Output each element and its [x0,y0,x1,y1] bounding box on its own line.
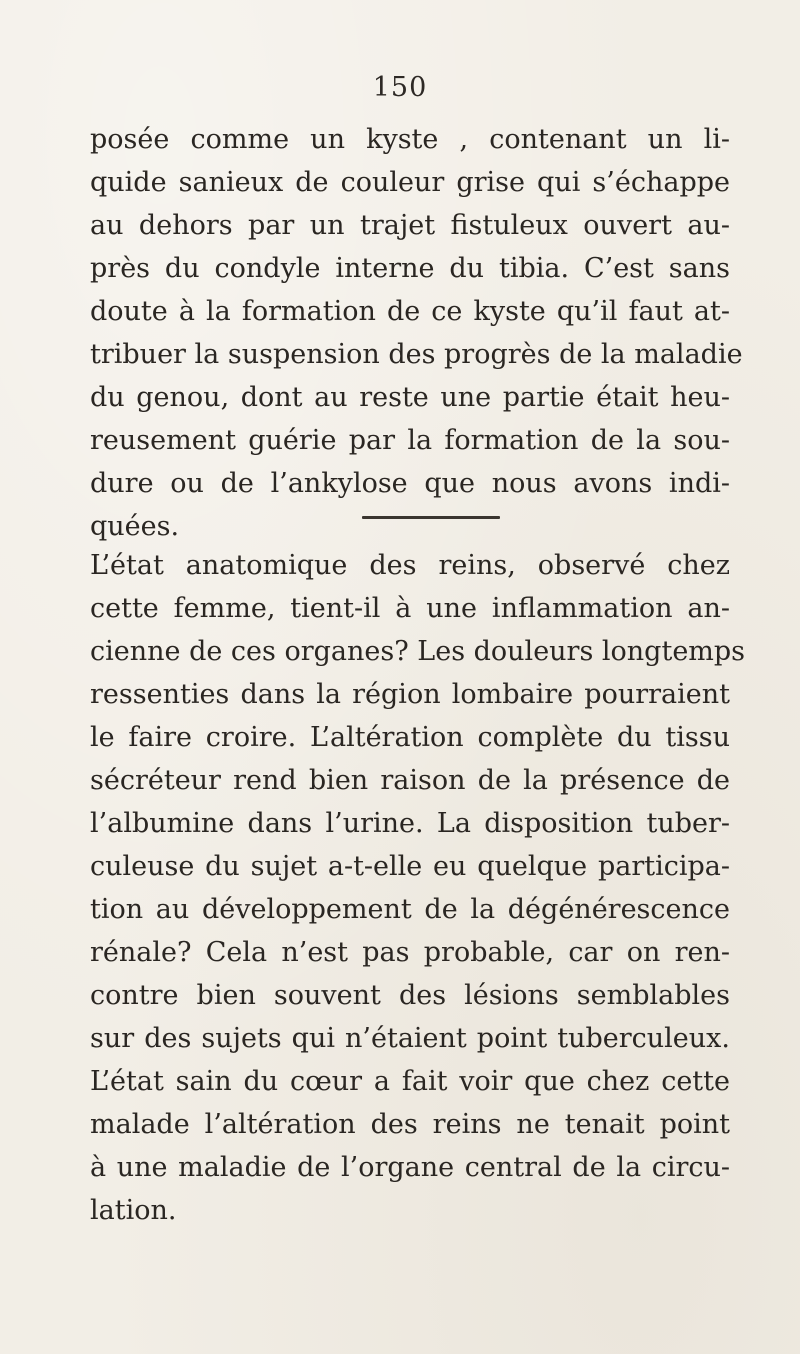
text-line: reusement guérie par la formation de la sou- [90,425,730,456]
text-line: culeuse du sujet a-t-elle eu quelque participa- [90,851,730,882]
text-line: sur des sujets qui n’étaient point tuberculeux. [90,1023,730,1054]
text-line: contre bien souvent des lésions semblables [90,980,730,1011]
text-line: L’état sain du cœur a fait voir que chez cette [90,1066,730,1097]
text-line: rénale? Cela n’est pas probable, car on ren- [90,937,730,968]
text-line: malade l’altération des reins ne tenait point [90,1109,730,1140]
paragraph-2 [90,544,746,1232]
text-line: au dehors par un trajet fistuleux ouvert au- [90,210,730,241]
text-line: cienne de ces organes? Les douleurs longtemps [90,636,746,667]
section-separator [362,516,500,519]
page-number: 150 [372,72,428,103]
text-line: quide sanieux de couleur grise qui s’échappe [90,167,730,198]
text-line: tion au développement de la dégénérescence [90,894,730,925]
text-line: sécréteur rend bien raison de la présence de [90,765,730,796]
text-line: posée comme un kyste , contenant un li- [90,124,730,155]
text-line: l’albumine dans l’urine. La disposition tuber- [90,808,730,839]
text-line: dure ou de l’ankylose que nous avons indi- [90,468,730,499]
text-line: du genou, dont au reste une partie était heu- [90,382,730,413]
text-line: L’état anatomique des reins, observé chez [90,550,730,581]
text-line: tribuer la suspension des progrès de la maladie [90,339,743,370]
text-line: cette femme, tient-il à une inflammation an- [90,593,730,624]
text-line: quées. [90,511,180,542]
text-line: lation. [90,1195,177,1226]
text-line: doute à la formation de ce kyste qu’il faut at- [90,296,730,327]
text-line: près du condyle interne du tibia. C’est sans [90,253,730,284]
text-line: le faire croire. L’altération complète du tissu [90,722,730,753]
text-line: à une maladie de l’organe central de la circu- [90,1152,730,1183]
text-line: ressenties dans la région lombaire pourraient [90,679,730,710]
paragraph-1 [90,118,743,548]
